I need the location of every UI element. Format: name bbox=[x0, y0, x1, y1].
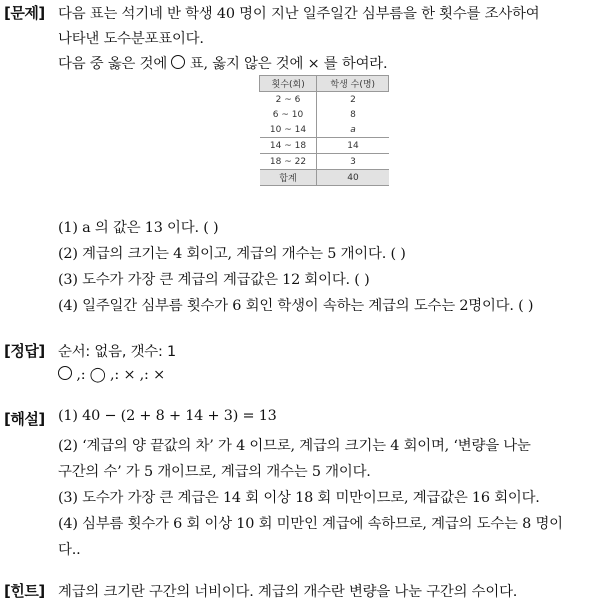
solution-tag: [해설] bbox=[4, 410, 45, 428]
solution-line-1: (1) 40 − (2 + 8 + 14 + 3) = 13 bbox=[58, 408, 277, 424]
answer-tag: [정답] bbox=[4, 342, 45, 360]
problem-instruction bbox=[58, 52, 387, 73]
table-cell-value: a bbox=[350, 124, 356, 135]
answer-line-2 bbox=[58, 366, 165, 383]
circle-symbol-icon bbox=[171, 55, 185, 69]
table-cell-value: 8 bbox=[350, 109, 356, 120]
answer-marks: ,: ◯ ,: × ,: × bbox=[76, 367, 165, 383]
table-total-row bbox=[260, 170, 389, 186]
table-cell-range: 18 ~ 22 bbox=[260, 154, 317, 170]
table-header-students: 학생 수(명) bbox=[317, 76, 389, 92]
table-cell-range: 10 ~ 14 bbox=[260, 122, 317, 138]
table-row bbox=[260, 122, 389, 138]
problem-text-line-1: 다음 표는 석기네 반 학생 40 명이 지난 일주일간 심부름을 한 횟수를 조사하여 bbox=[58, 6, 540, 22]
table-cell-value: 2 bbox=[350, 94, 356, 105]
answer-line-1: 순서: 없음, 갯수: 1 bbox=[58, 344, 176, 360]
statement-2: (2) 계급의 크기는 4 회이고, 계급의 개수는 5 개이다. ( ) bbox=[58, 246, 406, 262]
instruction-prefix: 다음 중 옳은 것에 bbox=[58, 56, 168, 72]
table-cell-range: 2 ~ 6 bbox=[260, 92, 317, 108]
table-header-count: 횟수(회) bbox=[260, 76, 317, 92]
statement-4: (4) 일주일간 심부름 횟수가 6 회인 학생이 속하는 계급의 도수는 2명이다. ( ) bbox=[58, 298, 534, 314]
table-cell-value: 3 bbox=[317, 154, 389, 170]
table-total-label: 합계 bbox=[260, 170, 317, 186]
instruction-suffix: 표, 옳지 않은 것에 × 를 하여라. bbox=[189, 56, 388, 72]
solution-line-4: (3) 도수가 가장 큰 계급은 14 회 이상 18 회 미만이므로, 계급값은 16 회이다. bbox=[58, 490, 540, 506]
table-cell-range: 6 ~ 10 bbox=[260, 107, 317, 122]
table-total-value: 40 bbox=[317, 170, 389, 186]
table-cell-range: 14 ~ 18 bbox=[260, 138, 317, 154]
problem-text-line-2: 나타낸 도수분포표이다. bbox=[58, 31, 204, 47]
frequency-table bbox=[259, 75, 389, 186]
solution-line-3: 구간의 수’ 가 5 개이므로, 계급의 개수는 5 개이다. bbox=[58, 464, 371, 480]
statement-3: (3) 도수가 가장 큰 계급의 계급값은 12 회이다. ( ) bbox=[58, 272, 370, 288]
problem-tag: [문제] bbox=[4, 4, 45, 22]
circle-symbol-icon bbox=[58, 366, 72, 380]
table-cell-value: 14 bbox=[317, 138, 389, 154]
hint-text: 계급의 크기란 구간의 너비이다. 계급의 개수란 변량을 나눈 구간의 수이다. bbox=[58, 584, 518, 600]
table-row bbox=[260, 138, 389, 154]
table-row bbox=[260, 92, 389, 108]
table-row bbox=[260, 107, 389, 122]
solution-line-6: 다.. bbox=[58, 542, 81, 558]
hint-tag: [힌트] bbox=[4, 582, 45, 600]
solution-line-2: (2) ‘계급의 양 끝값의 차’ 가 4 이므로, 계급의 크기는 4 회이며, ‘변량을 나눈 bbox=[58, 438, 531, 454]
solution-line-5: (4) 심부름 횟수가 6 회 이상 10 회 미만인 계급에 속하므로, 계급의 도수는 8 명이 bbox=[58, 516, 563, 532]
table-row bbox=[260, 154, 389, 170]
statement-1: (1) a 의 값은 13 이다. ( ) bbox=[58, 220, 219, 236]
